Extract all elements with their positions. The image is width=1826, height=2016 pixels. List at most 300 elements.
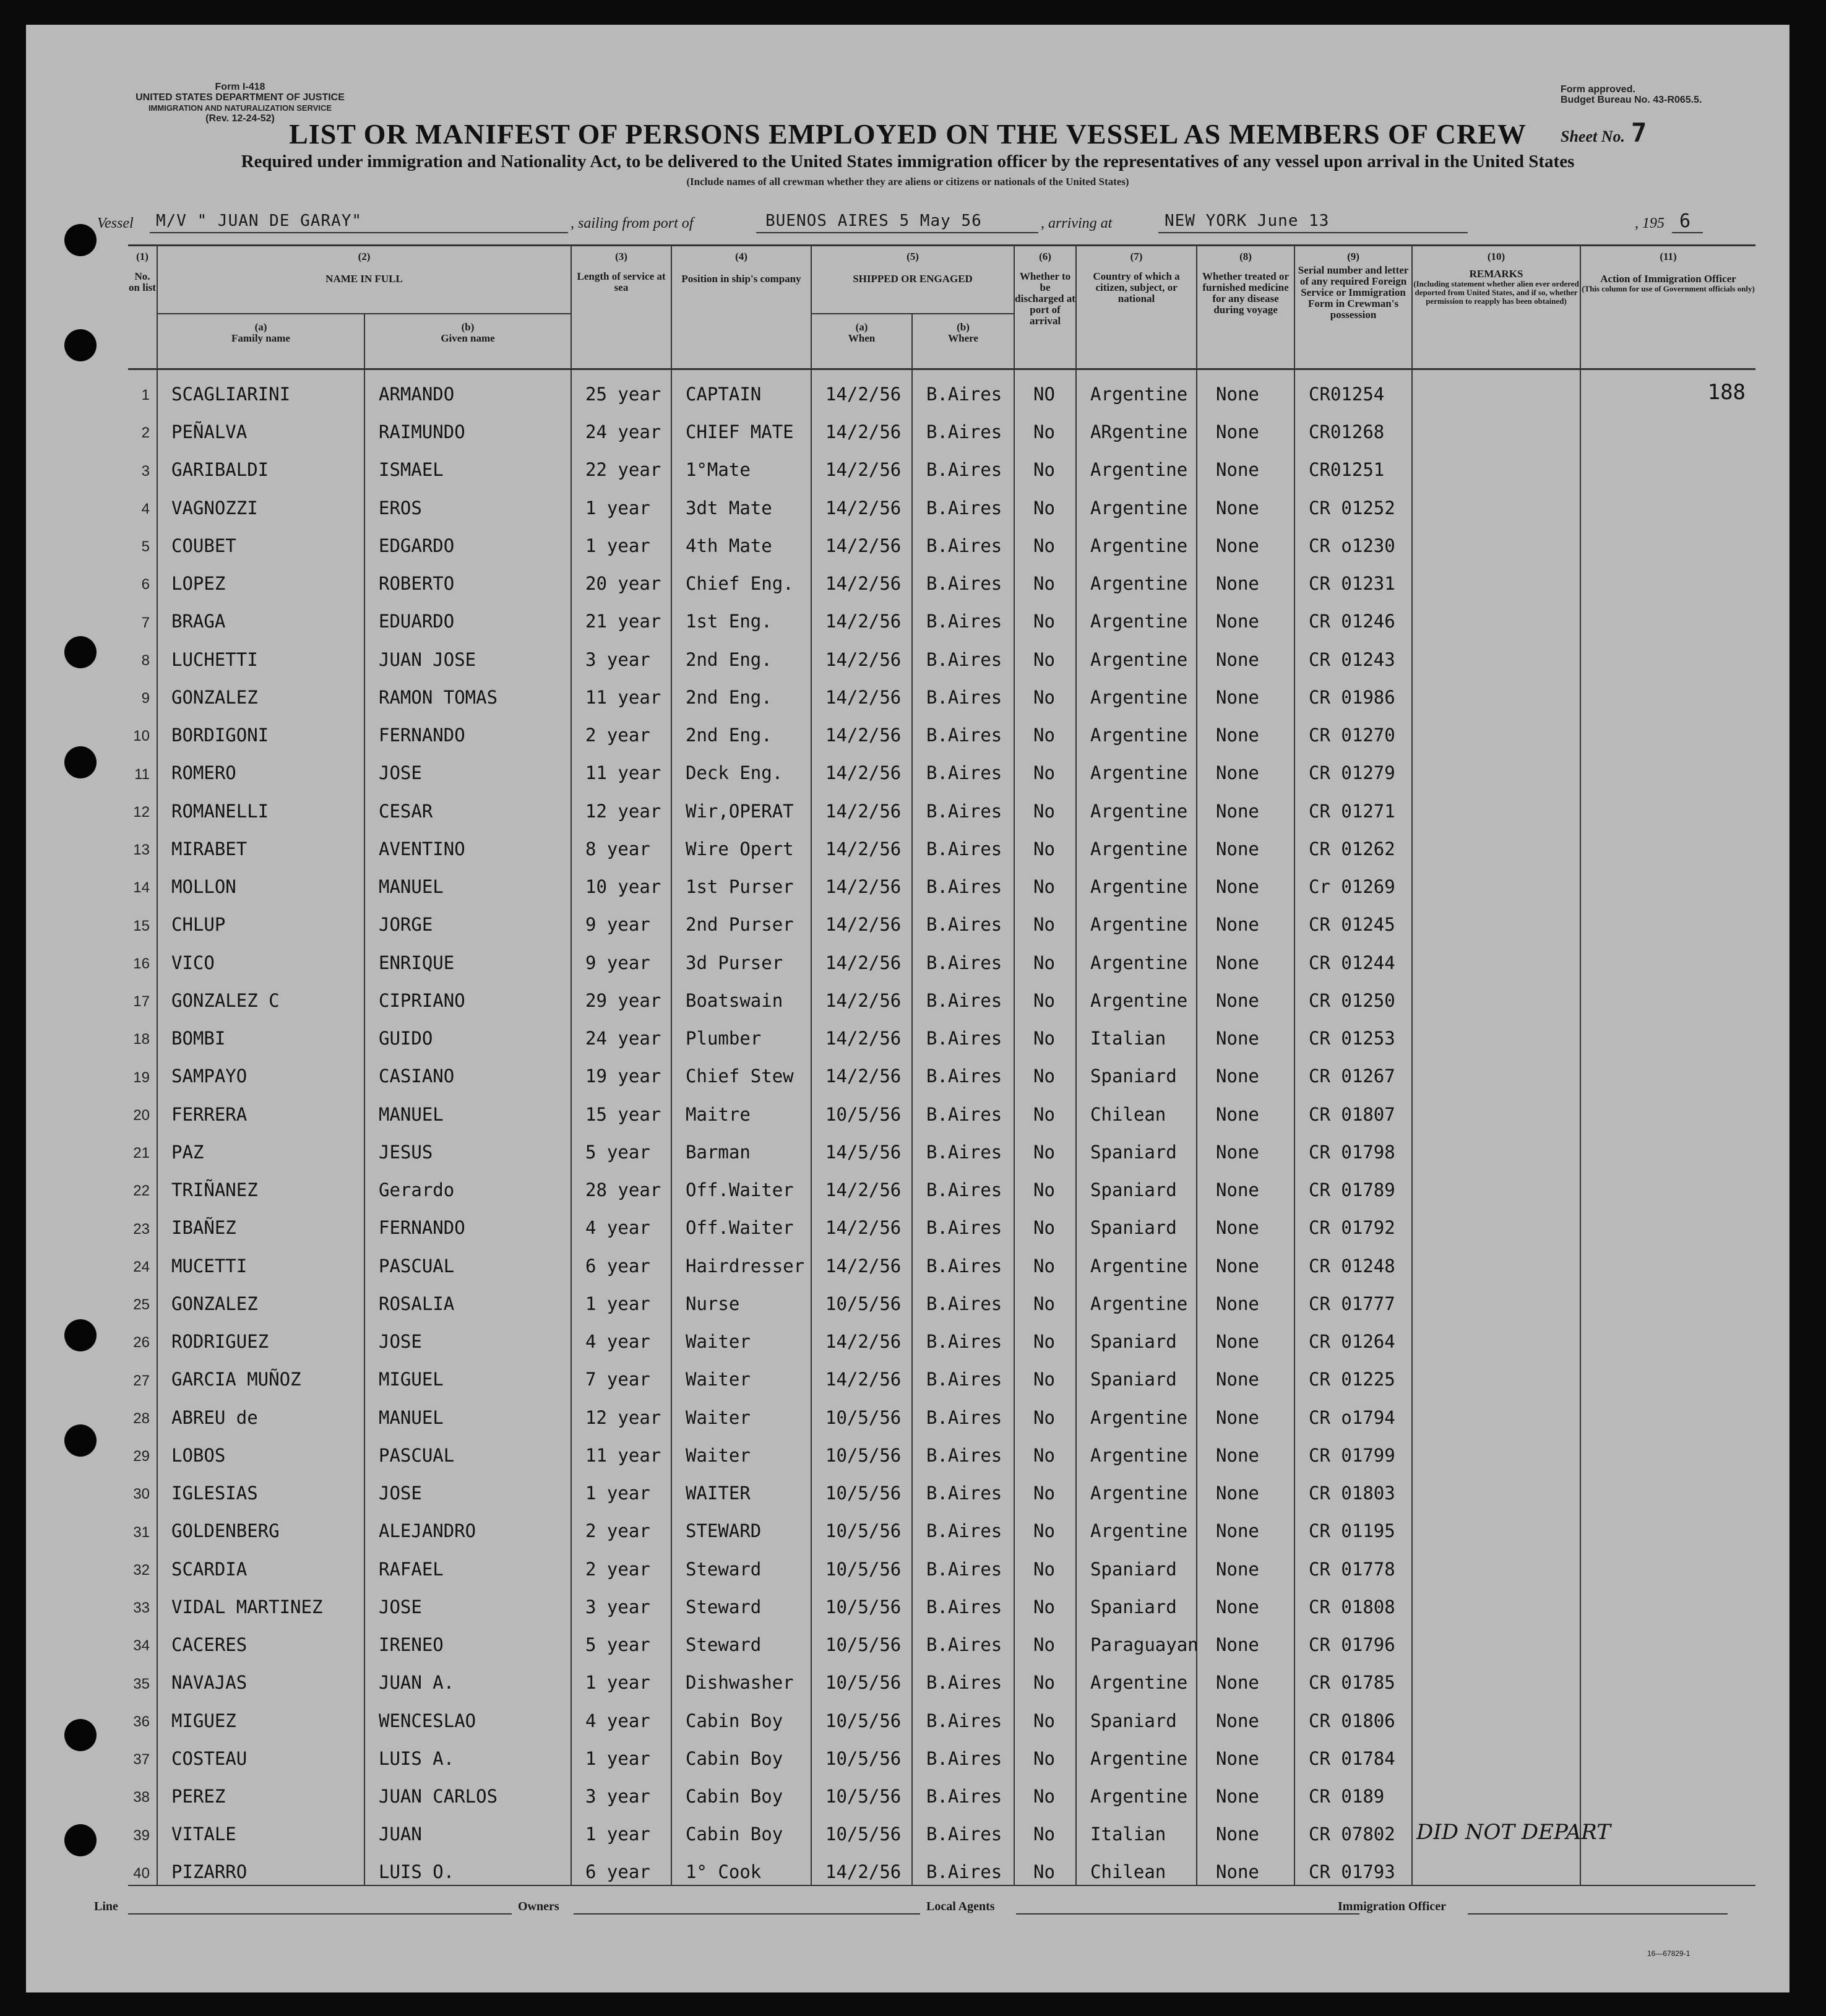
shipped-where-cell: B.Aires [912, 1582, 1014, 1620]
medicine-cell: None [1197, 1241, 1294, 1278]
position-cell: Cabin Boy [671, 1809, 811, 1847]
family-name-cell: BOMBI [157, 1014, 364, 1051]
table-row [128, 1734, 1755, 1772]
given-name-cell: AVENTINO [364, 824, 571, 862]
shipped-when-cell: 14/2/56 [811, 673, 912, 710]
shipped-where-cell: B.Aires [912, 1203, 1014, 1241]
page-subtitle: Required under immigration and Nationality Act, to be delivered to the United States immigration officer by the representatives of any vessel upon arrival in the United States [241, 152, 1575, 171]
shipped-where-cell: B.Aires [912, 1809, 1014, 1847]
shipped-where-cell: B.Aires [912, 559, 1014, 597]
shipped-where-cell: B.Aires [912, 1392, 1014, 1430]
country-cell: Argentine [1076, 862, 1197, 900]
serial-number-cell: CR 01986 [1294, 673, 1412, 710]
position-cell: 4th Mate [671, 521, 811, 559]
departure-port: BUENOS AIRES 5 May 56 [765, 212, 982, 230]
shipped-where-cell: B.Aires [912, 1847, 1014, 1885]
discharged-cell: No [1014, 559, 1076, 597]
family-name-cell: CACERES [157, 1620, 364, 1658]
action-cell [1580, 1317, 1755, 1355]
family-name-cell: PEÑALVA [157, 407, 364, 445]
table-row [128, 1582, 1755, 1620]
table-row [128, 673, 1755, 710]
position-cell: Barman [671, 1127, 811, 1165]
medicine-cell: None [1197, 1014, 1294, 1051]
remarks-cell [1412, 1772, 1580, 1809]
remarks-cell [1412, 1203, 1580, 1241]
family-name-cell: LOBOS [157, 1431, 364, 1468]
col-header-family: (a) Family name [157, 314, 364, 369]
medicine-cell: None [1197, 748, 1294, 786]
footer-owners-rule [574, 1913, 920, 1915]
medicine-cell: None [1197, 862, 1294, 900]
manifest-sheet [26, 25, 1789, 1992]
serial-number-cell: CR01251 [1294, 445, 1412, 483]
country-cell: Spaniard [1076, 1203, 1197, 1241]
serial-number-cell: CR 01264 [1294, 1317, 1412, 1355]
country-cell: Argentine [1076, 824, 1197, 862]
given-name-cell: MANUEL [364, 1392, 571, 1430]
medicine-cell: None [1197, 1809, 1294, 1847]
discharged-cell: No [1014, 976, 1076, 1014]
shipped-when-cell: 14/2/56 [811, 1355, 912, 1392]
remarks-cell [1412, 1506, 1580, 1544]
serial-number-cell: CR 01225 [1294, 1355, 1412, 1392]
shipped-where-cell: B.Aires [912, 1279, 1014, 1317]
table-row [128, 1355, 1755, 1392]
given-name-cell: ENRIQUE [364, 937, 571, 975]
position-cell: 2nd Eng. [671, 634, 811, 672]
vessel-line [26, 210, 1789, 235]
remarks-cell [1412, 900, 1580, 937]
row-number-label: 2 [141, 424, 150, 442]
action-cell [1580, 900, 1755, 937]
position-cell: Cabin Boy [671, 1772, 811, 1809]
shipped-where-cell: B.Aires [912, 1165, 1014, 1203]
position-cell: Steward [671, 1582, 811, 1620]
action-cell [1580, 1772, 1755, 1809]
row-number-label: 24 [133, 1258, 150, 1275]
remarks-cell [1412, 673, 1580, 710]
service-length-cell: 3 year [571, 1772, 671, 1809]
action-cell [1580, 1506, 1755, 1544]
discharged-cell: No [1014, 1544, 1076, 1582]
table-row [128, 1014, 1755, 1051]
country-cell: Argentine [1076, 559, 1197, 597]
shipped-when-cell: 14/2/56 [811, 1014, 912, 1051]
serial-number-cell: CR 01253 [1294, 1014, 1412, 1051]
row-number-label: 31 [133, 1523, 150, 1541]
medicine-cell: None [1197, 976, 1294, 1014]
discharged-cell: No [1014, 1695, 1076, 1733]
signature-footer [26, 1900, 1789, 1918]
punch-hole-icon [64, 1319, 97, 1351]
row-number-label: 28 [133, 1410, 150, 1427]
shipped-where-cell: B.Aires [912, 1317, 1014, 1355]
row-number-label: 35 [133, 1675, 150, 1692]
position-cell: 1st Eng. [671, 597, 811, 634]
position-cell: Chief Eng. [671, 559, 811, 597]
discharged-cell: No [1014, 1658, 1076, 1695]
country-cell: Argentine [1076, 710, 1197, 748]
punch-hole-icon [64, 1824, 97, 1856]
table-row [128, 1127, 1755, 1165]
service-length-cell: 22 year [571, 445, 671, 483]
country-cell: Spaniard [1076, 1355, 1197, 1392]
service-length-cell: 9 year [571, 900, 671, 937]
service-length-cell: 3 year [571, 1582, 671, 1620]
shipped-when-cell: 14/2/56 [811, 369, 912, 407]
serial-number-cell: CR 01250 [1294, 976, 1412, 1014]
shipped-when-cell: 14/2/56 [811, 748, 912, 786]
given-name-cell: MANUEL [364, 862, 571, 900]
action-cell [1580, 1734, 1755, 1772]
medicine-cell: None [1197, 407, 1294, 445]
position-cell: Chief Stew [671, 1051, 811, 1089]
vessel-underline [150, 232, 568, 233]
country-cell: Spaniard [1076, 1165, 1197, 1203]
country-cell: Argentine [1076, 521, 1197, 559]
given-name-cell: WENCESLAO [364, 1695, 571, 1733]
action-cell [1580, 1582, 1755, 1620]
row-number-label: 15 [133, 917, 150, 934]
action-cell: 188 [1580, 369, 1755, 407]
row-number-label: 6 [141, 576, 150, 593]
country-cell: Argentine [1076, 976, 1197, 1014]
shipped-when-cell: 14/2/56 [811, 824, 912, 862]
row-number-label: 36 [133, 1713, 150, 1730]
arriving-label: , arriving at [1041, 215, 1113, 231]
shipped-where-cell: B.Aires [912, 1241, 1014, 1278]
remarks-cell [1412, 824, 1580, 862]
given-name-cell: PASCUAL [364, 1431, 571, 1468]
country-cell: Spaniard [1076, 1544, 1197, 1582]
form-number: Form I-418 [215, 82, 265, 92]
row-number-label: 23 [133, 1220, 150, 1238]
shipped-when-cell: 14/2/56 [811, 1203, 912, 1241]
col-header-remarks: (10) REMARKS (Including statement whether alien ever ordered deported from United States, and if so, whether permission to reapply has been obtained) [1412, 246, 1580, 369]
punch-hole-icon [64, 746, 97, 778]
medicine-cell: None [1197, 1695, 1294, 1733]
shipped-when-cell: 14/2/56 [811, 900, 912, 937]
serial-number-cell: CR 01789 [1294, 1165, 1412, 1203]
shipped-where-cell: B.Aires [912, 1468, 1014, 1506]
form-approval-block [1561, 84, 1702, 105]
medicine-cell: None [1197, 1165, 1294, 1203]
remarks-cell [1412, 1620, 1580, 1658]
given-name-cell: RAFAEL [364, 1544, 571, 1582]
serial-number-cell: CR 01245 [1294, 900, 1412, 937]
service-length-cell: 4 year [571, 1203, 671, 1241]
shipped-when-cell: 10/5/56 [811, 1695, 912, 1733]
service-length-cell: 1 year [571, 483, 671, 520]
action-cell [1580, 1544, 1755, 1582]
family-name-cell: GONZALEZ C [157, 976, 364, 1014]
shipped-where-cell: B.Aires [912, 1734, 1014, 1772]
service-length-cell: 20 year [571, 559, 671, 597]
position-cell: Dishwasher [671, 1658, 811, 1695]
medicine-cell: None [1197, 369, 1294, 407]
country-cell: Argentine [1076, 1734, 1197, 1772]
country-cell: Argentine [1076, 1658, 1197, 1695]
remarks-cell [1412, 1392, 1580, 1430]
service-length-cell: 1 year [571, 1734, 671, 1772]
given-name-cell: EROS [364, 483, 571, 520]
family-name-cell: SCAGLIARINI [157, 369, 364, 407]
medicine-cell: None [1197, 1392, 1294, 1430]
discharged-cell: No [1014, 407, 1076, 445]
medicine-cell: None [1197, 1544, 1294, 1582]
discharged-cell: No [1014, 1089, 1076, 1127]
serial-number-cell: CR 01270 [1294, 710, 1412, 748]
serial-number-cell: CR 01252 [1294, 483, 1412, 520]
position-cell: Hairdresser [671, 1241, 811, 1278]
family-name-cell: VAGNOZZI [157, 483, 364, 520]
medicine-cell: None [1197, 634, 1294, 672]
col-header-given: (b) Given name [364, 314, 571, 369]
service-length-cell: 24 year [571, 1014, 671, 1051]
given-name-cell: IRENEO [364, 1620, 571, 1658]
given-name-cell: FERNANDO [364, 710, 571, 748]
position-cell: Cabin Boy [671, 1734, 811, 1772]
discharged-cell: No [1014, 1809, 1076, 1847]
table-row [128, 483, 1755, 520]
table-row [128, 521, 1755, 559]
shipped-where-cell: B.Aires [912, 900, 1014, 937]
discharged-cell: No [1014, 597, 1076, 634]
action-cell [1580, 559, 1755, 597]
remarks-cell [1412, 1279, 1580, 1317]
family-name-cell: LOPEZ [157, 559, 364, 597]
row-number-label: 25 [133, 1296, 150, 1313]
serial-number-cell: CR 01271 [1294, 786, 1412, 824]
col-header-name: (2) NAME IN FULL [157, 246, 571, 314]
punch-hole-icon [64, 636, 97, 668]
service-length-cell: 8 year [571, 824, 671, 862]
action-cell [1580, 1431, 1755, 1468]
row-number-label: 19 [133, 1069, 150, 1086]
position-cell: 1° Cook [671, 1847, 811, 1885]
service-length-cell: 19 year [571, 1051, 671, 1089]
remarks-cell [1412, 407, 1580, 445]
country-cell: Argentine [1076, 634, 1197, 672]
remarks-cell [1412, 1051, 1580, 1089]
service-length-cell: 11 year [571, 1431, 671, 1468]
shipped-when-cell: 14/2/56 [811, 710, 912, 748]
position-cell: CHIEF MATE [671, 407, 811, 445]
family-name-cell: PIZARRO [157, 1847, 364, 1885]
shipped-when-cell: 14/2/56 [811, 1165, 912, 1203]
remarks-cell [1412, 634, 1580, 672]
col-header-no: (1) No. on list [128, 246, 157, 369]
family-name-cell: VICO [157, 937, 364, 975]
country-cell: Spaniard [1076, 1127, 1197, 1165]
row-number-label: 34 [133, 1637, 150, 1655]
family-name-cell: GONZALEZ [157, 1279, 364, 1317]
discharged-cell: No [1014, 710, 1076, 748]
country-cell: Spaniard [1076, 1317, 1197, 1355]
shipped-where-cell: B.Aires [912, 445, 1014, 483]
serial-number-cell: CR 0189 [1294, 1772, 1412, 1809]
remarks-cell [1412, 1468, 1580, 1506]
country-cell: Italian [1076, 1809, 1197, 1847]
position-cell: 1°Mate [671, 445, 811, 483]
shipped-where-cell: B.Aires [912, 937, 1014, 975]
action-cell [1580, 824, 1755, 862]
remarks-cell [1412, 862, 1580, 900]
punch-hole-icon [64, 1719, 97, 1751]
family-name-cell: ROMERO [157, 748, 364, 786]
form-approved-text: Form approved. [1561, 84, 1635, 95]
medicine-cell: None [1197, 1317, 1294, 1355]
shipped-when-cell: 10/5/56 [811, 1468, 912, 1506]
given-name-cell: Gerardo [364, 1165, 571, 1203]
serial-number-cell: CR 07802 [1294, 1809, 1412, 1847]
action-cell [1580, 1089, 1755, 1127]
country-cell: Chilean [1076, 1089, 1197, 1127]
remarks-cell [1412, 1127, 1580, 1165]
row-number-label: 17 [133, 993, 150, 1010]
shipped-when-cell: 14/2/56 [811, 445, 912, 483]
serial-number-cell: CR 01778 [1294, 1544, 1412, 1582]
remarks-cell: DID NOT DEPART [1412, 1809, 1580, 1847]
action-cell [1580, 937, 1755, 975]
table-row [128, 634, 1755, 672]
serial-number-cell: CR 01796 [1294, 1620, 1412, 1658]
country-cell: Spaniard [1076, 1051, 1197, 1089]
country-cell: Argentine [1076, 1431, 1197, 1468]
serial-number-cell: CR 01807 [1294, 1089, 1412, 1127]
table-row [128, 1847, 1755, 1885]
shipped-when-cell: 14/2/56 [811, 786, 912, 824]
medicine-cell: None [1197, 445, 1294, 483]
crew-manifest-table [128, 244, 1755, 1886]
discharged-cell: No [1014, 862, 1076, 900]
medicine-cell: None [1197, 1089, 1294, 1127]
action-cell [1580, 1203, 1755, 1241]
country-cell: Argentine [1076, 1468, 1197, 1506]
remarks-cell [1412, 483, 1580, 520]
remarks-cell [1412, 559, 1580, 597]
medicine-cell: None [1197, 1734, 1294, 1772]
discharged-cell: No [1014, 483, 1076, 520]
service-length-cell: 1 year [571, 521, 671, 559]
remarks-cell [1412, 1582, 1580, 1620]
remarks-cell [1412, 976, 1580, 1014]
row-number-label: 8 [141, 652, 150, 669]
given-name-cell: FERNANDO [364, 1203, 571, 1241]
given-name-cell: JESUS [364, 1127, 571, 1165]
sheet-number-label: Sheet No. [1561, 127, 1625, 145]
col-header-serial: (9) Serial number and letter of any required Foreign Service or Immigration Form in Crewman's possession [1294, 246, 1412, 369]
action-cell [1580, 710, 1755, 748]
action-cell [1580, 1014, 1755, 1051]
vessel-name: M/V " JUAN DE GARAY" [156, 212, 363, 230]
given-name-cell: JOSE [364, 1582, 571, 1620]
service-length-cell: 24 year [571, 407, 671, 445]
given-name-cell: LUIS A. [364, 1734, 571, 1772]
given-name-cell: GUIDO [364, 1014, 571, 1051]
col-header-medicine: (8) Whether treated or furnished medicine for any disease during voyage [1197, 246, 1294, 369]
position-cell: Plumber [671, 1014, 811, 1051]
country-cell: Argentine [1076, 673, 1197, 710]
serial-number-cell: CR01268 [1294, 407, 1412, 445]
remarks-cell [1412, 1734, 1580, 1772]
table-row [128, 1772, 1755, 1809]
row-number-label: 40 [133, 1864, 150, 1882]
discharged-cell: No [1014, 1355, 1076, 1392]
table-row [128, 559, 1755, 597]
service-length-cell: 1 year [571, 1658, 671, 1695]
action-cell [1580, 748, 1755, 786]
table-row [128, 937, 1755, 975]
row-number-label: 3 [141, 462, 150, 480]
crew-table-body [128, 369, 1755, 1885]
shipped-where-cell: B.Aires [912, 786, 1014, 824]
family-name-cell: BORDIGONI [157, 710, 364, 748]
serial-number-cell: CR 01785 [1294, 1658, 1412, 1695]
row-number-label: 30 [133, 1486, 150, 1503]
given-name-cell: RAMON TOMAS [364, 673, 571, 710]
row-number-label: 10 [133, 728, 150, 745]
family-name-cell: MIRABET [157, 824, 364, 862]
given-name-cell: JUAN JOSE [364, 634, 571, 672]
medicine-cell: None [1197, 1772, 1294, 1809]
shipped-where-cell: B.Aires [912, 369, 1014, 407]
given-name-cell: JUAN CARLOS [364, 1772, 571, 1809]
serial-number-cell: CR o1794 [1294, 1392, 1412, 1430]
medicine-cell: None [1197, 1468, 1294, 1506]
country-cell: Argentine [1076, 1772, 1197, 1809]
medicine-cell: None [1197, 937, 1294, 975]
discharged-cell: No [1014, 1392, 1076, 1430]
table-row [128, 748, 1755, 786]
given-name-cell: JOSE [364, 748, 571, 786]
shipped-where-cell: B.Aires [912, 1431, 1014, 1468]
action-cell [1580, 786, 1755, 824]
discharged-cell: No [1014, 634, 1076, 672]
row-number-label: 13 [133, 842, 150, 858]
footer-line-rule [128, 1913, 512, 1915]
medicine-cell: None [1197, 559, 1294, 597]
table-row [128, 786, 1755, 824]
action-cell [1580, 1279, 1755, 1317]
col-header-where: (b) Where [912, 314, 1014, 369]
shipped-when-cell: 10/5/56 [811, 1279, 912, 1317]
shipped-when-cell: 14/2/56 [811, 483, 912, 520]
row-number-label: 11 [134, 765, 150, 783]
remarks-cell [1412, 1847, 1580, 1885]
service-length-cell: 4 year [571, 1695, 671, 1733]
row-number-label: 27 [133, 1372, 150, 1389]
remarks-cell [1412, 1317, 1580, 1355]
shipped-where-cell: B.Aires [912, 483, 1014, 520]
shipped-where-cell: B.Aires [912, 673, 1014, 710]
col-header-position: (4) Position in ship's company [671, 246, 811, 369]
serial-number-cell: CR 01248 [1294, 1241, 1412, 1278]
country-cell: Argentine [1076, 483, 1197, 520]
table-row [128, 1317, 1755, 1355]
service-length-cell: 1 year [571, 1809, 671, 1847]
given-name-cell: JOSE [364, 1317, 571, 1355]
medicine-cell: None [1197, 483, 1294, 520]
row-number-label: 32 [133, 1561, 150, 1579]
shipped-where-cell: B.Aires [912, 824, 1014, 862]
remarks-cell [1412, 937, 1580, 975]
position-cell: Steward [671, 1544, 811, 1582]
shipped-when-cell: 10/5/56 [811, 1392, 912, 1430]
shipped-when-cell: 10/5/56 [811, 1809, 912, 1847]
sailing-label: , sailing from port of [571, 215, 694, 231]
